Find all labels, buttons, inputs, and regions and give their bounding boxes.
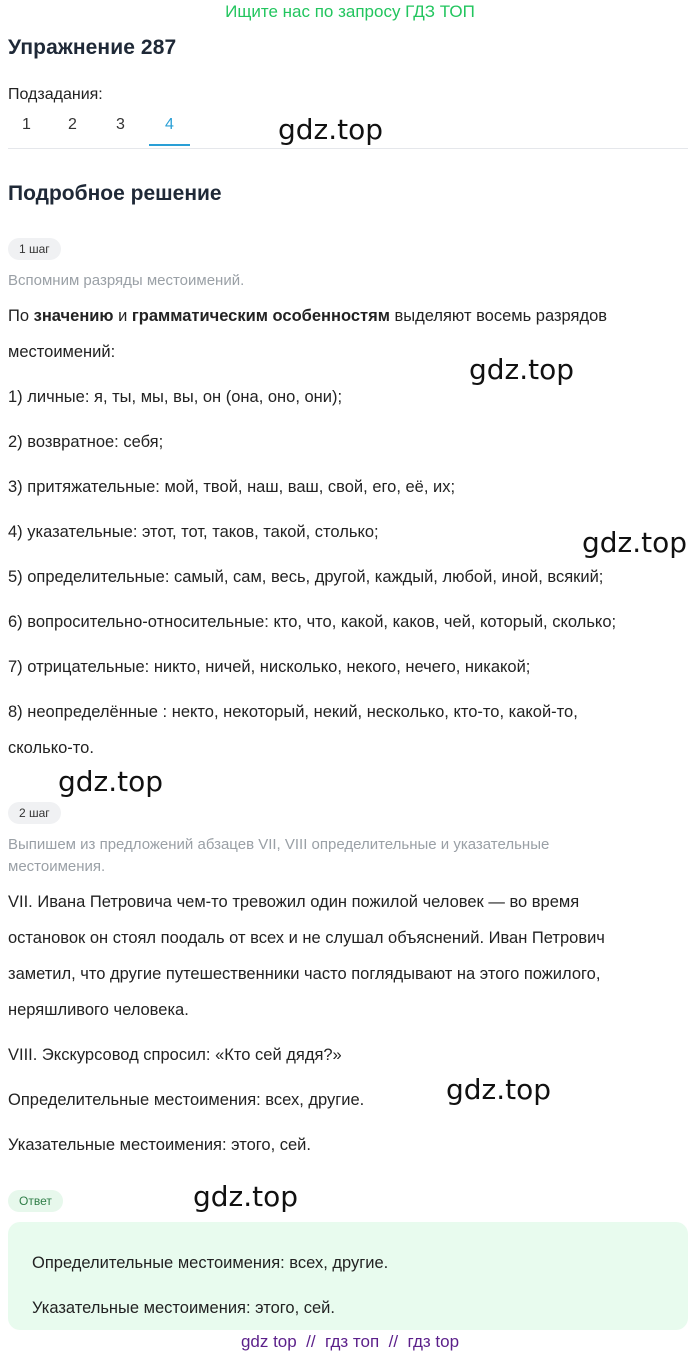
pronoun-category: 7) отрицательные: никто, ничей, нисколько, некого, нечего, никакой; <box>8 658 531 676</box>
text-line: остановок он стоял поодаль от всех и не слушал объяснений. Иван Петрович <box>8 929 605 947</box>
watermark: gdz.top <box>469 353 575 386</box>
tab-subtask-1[interactable]: 1 <box>22 116 31 133</box>
subtasks-label: Подзадания: <box>8 86 103 103</box>
pronoun-category-cont: сколько-то. <box>8 739 94 757</box>
pronoun-category: 8) неопределённые : некто, некоторый, некий, несколько, кто-то, какой-то, <box>8 703 578 721</box>
watermark: gdz.top <box>278 113 384 146</box>
active-tab-indicator <box>149 144 190 146</box>
pronoun-category: 5) определительные: самый, сам, весь, другой, каждый, любой, иной, всякий; <box>8 568 604 586</box>
pronoun-category: 4) указательные: этот, тот, таков, такой, столько; <box>8 523 379 541</box>
answer-line: Определительные местоимения: всех, другие. <box>32 1254 389 1272</box>
answer-badge: Ответ <box>8 1190 63 1212</box>
watermark: gdz.top <box>582 526 688 559</box>
answer-line: Указательные местоимения: этого, сей. <box>32 1299 335 1317</box>
step-note-line: Выпишем из предложений абзацев VII, VIII определительные и указательные <box>8 836 550 853</box>
intro-text: и <box>113 307 132 325</box>
intro-bold-grammar: грамматическим особенностям <box>131 307 390 325</box>
step-note: Вспомним разряды местоимений. <box>8 272 245 289</box>
text-line: Определительные местоимения: всех, другие. <box>8 1091 365 1109</box>
intro-bold-meaning: значению <box>33 307 114 325</box>
intro-line-cont: местоимений: <box>8 343 116 361</box>
pronoun-category: 6) вопросительно-относительные: кто, что, какой, каков, чей, который, сколько; <box>8 613 617 631</box>
step-badge: 2 шаг <box>8 802 61 824</box>
text-line: VIII. Экскурсовод спросил: «Кто сей дядя?» <box>8 1046 342 1064</box>
page-title: Упражнение 287 <box>8 36 177 59</box>
watermark: gdz.top <box>193 1180 299 1213</box>
text-line: Указательные местоимения: этого, сей. <box>8 1136 311 1154</box>
intro-text: выделяют восемь разрядов <box>389 307 608 325</box>
text-line: заметил, что другие путешественники часто поглядывают на этого пожилого, <box>8 965 601 983</box>
intro-line <box>8 307 607 326</box>
tab-subtask-2[interactable]: 2 <box>68 116 77 133</box>
intro-text: По <box>8 307 34 325</box>
text-line: VII. Ивана Петровича чем-то тревожил один пожилой человек — во время <box>8 893 580 911</box>
step-note-line: местоимения. <box>8 858 106 875</box>
text-line: неряшливого человека. <box>8 1001 189 1019</box>
footer-links: gdz top // гдз топ // гдз top <box>240 1332 460 1351</box>
tab-subtask-4[interactable]: 4 <box>165 116 174 133</box>
step-badge: 1 шаг <box>8 238 61 260</box>
tab-subtask-3[interactable]: 3 <box>116 116 125 133</box>
pronoun-category: 2) возвратное: себя; <box>8 433 164 451</box>
pronoun-category: 1) личные: я, ты, мы, вы, он (она, оно, они); <box>8 388 343 406</box>
promo-banner: Ищите нас по запросу ГДЗ ТОП <box>225 2 475 21</box>
watermark: gdz.top <box>58 765 164 798</box>
pronoun-category: 3) притяжательные: мой, твой, наш, ваш, свой, его, её, их; <box>8 478 456 496</box>
solution-heading: Подробное решение <box>8 182 222 205</box>
watermark: gdz.top <box>446 1073 552 1106</box>
